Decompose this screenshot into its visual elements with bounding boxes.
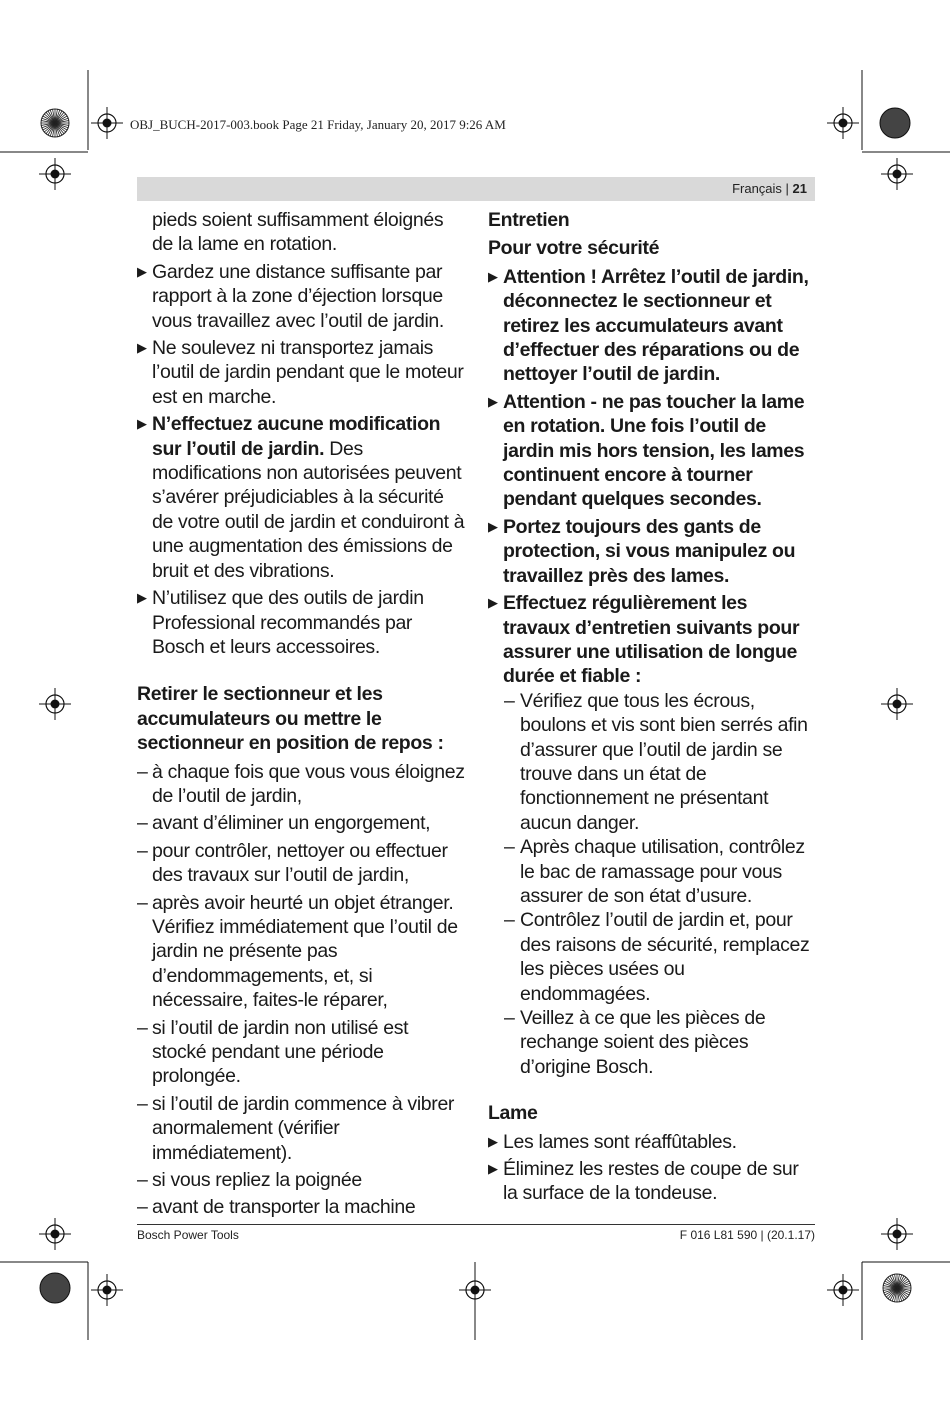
bullet-item <box>488 1157 818 1206</box>
intro-text: pieds soient suffisamment éloignés de la lame en rotation. <box>152 209 444 256</box>
registration-starburst-icon <box>41 109 69 137</box>
dash-text: si l’outil de jardin commence à vibrer anormalement (vérifier immédiatement). <box>152 1092 455 1164</box>
dash-item <box>137 1016 467 1089</box>
bold-bullet-item <box>488 390 818 512</box>
dash-mark: – <box>137 1016 148 1039</box>
bullet-arrow-icon: ▶ <box>488 393 498 409</box>
heading-maintenance: Entretien <box>488 209 570 231</box>
registration-crosshair-icon <box>881 688 913 720</box>
dash-text: à chaque fois que vous vous éloignez de l’outil de jardin, <box>152 760 465 807</box>
bullet-text: Les lames sont réaffûtables. <box>503 1130 737 1153</box>
dash-item <box>137 839 467 888</box>
dash-text: Vérifiez que tous les écrous, boulons et vis sont bien serrés afin d’assurer que l’outil de jardin se trouve dans un état de fonctionnement ne présentant aucun danger. <box>520 689 808 834</box>
registration-crosshair-icon <box>881 1218 913 1250</box>
bullet-arrow-icon: ▶ <box>137 416 147 432</box>
bullet-text: N’utilisez que des outils de jardin Professional recommandés par Bosch et leurs accessoires. <box>152 587 424 658</box>
footer-document-code: F 016 L81 590 | (20.1.17) <box>679 1228 815 1242</box>
registration-crosshair-icon <box>827 107 859 139</box>
bullet-arrow-icon: ▶ <box>137 340 147 356</box>
right-column <box>488 208 818 1209</box>
registration-crosshair-icon <box>91 1274 123 1306</box>
footer-publisher: Bosch Power Tools <box>137 1228 239 1242</box>
dash-mark: – <box>504 909 515 932</box>
dash-text: pour contrôler, nettoyer ou effectuer des travaux sur l’outil de jardin, <box>152 839 448 887</box>
maintenance-dash-item <box>488 689 818 835</box>
section-heading-disconnect: Retirer le sectionneur et les accumulateurs ou mettre le sectionneur en position de repos : <box>137 683 444 755</box>
dash-mark: – <box>137 891 148 914</box>
dash-text: Contrôlez l’outil de jardin et, pour des raisons de sécurité, remplacez les pièces usées ou endommagées. <box>520 909 810 1005</box>
maintenance-dash-item <box>488 908 818 1006</box>
dash-mark: – <box>504 1007 515 1029</box>
dash-text: si l’outil de jardin non utilisé est stocké pendant une période prolongée. <box>152 1016 409 1088</box>
heading-blade: Lame <box>488 1102 538 1125</box>
bullet-text: Ne soulevez ni transportez jamais l’outil de jardin pendant que le moteur est en marche. <box>152 337 464 408</box>
dash-text: Veillez à ce que les pièces de rechange soient des pièces d’origine Bosch. <box>520 1007 766 1078</box>
footer-rule <box>137 1224 815 1225</box>
bullet-arrow-icon: ▶ <box>488 1161 498 1177</box>
bullet-arrow-icon: ▶ <box>488 268 498 284</box>
bullet-bold-text: N’effectuez aucune modification sur l’outil de jardin. <box>152 413 441 460</box>
bold-bullet-item <box>488 591 818 689</box>
bullet-text: Portez toujours des gants de protection, si vous manipulez ou travaillez près des lames. <box>503 515 796 587</box>
dash-item <box>137 760 467 809</box>
dash-text: avant d’éliminer un engorgement, <box>152 812 431 835</box>
header-separator: | <box>781 181 793 196</box>
maintenance-dash-item <box>488 1006 818 1079</box>
bullet-item <box>137 412 467 583</box>
dash-text: après avoir heurté un objet étranger. Vérifiez immédiatement que l’outil de jardin ne présente pas d’endommagements, et, si nécessaire, faites-le réparer, <box>152 891 458 1012</box>
bullet-text: Attention - ne pas toucher la lame en rotation. Une fois l’outil de jardin mis hors tension, les lames continuent encore à tourner pendant quelques secondes. <box>503 390 805 511</box>
registration-disc-icon <box>40 1273 70 1303</box>
dash-item <box>137 1168 467 1192</box>
page-number: 21 <box>792 181 807 196</box>
dash-mark: – <box>137 1092 148 1115</box>
dash-item <box>137 1195 467 1219</box>
bullet-arrow-icon: ▶ <box>137 263 147 279</box>
bullet-item <box>137 336 467 409</box>
header-language: Français <box>732 181 782 196</box>
bold-bullet-item <box>488 265 818 387</box>
dash-text: si vous repliez la poignée <box>152 1169 362 1192</box>
maintenance-dash-item <box>488 835 818 908</box>
bullet-arrow-icon: ▶ <box>488 595 498 611</box>
dash-item <box>137 891 467 1013</box>
bullet-item <box>137 260 467 333</box>
dash-mark: – <box>137 1169 148 1192</box>
bullet-item <box>488 1130 818 1154</box>
dash-mark: – <box>137 839 148 862</box>
bullet-arrow-icon: ▶ <box>137 590 147 606</box>
dash-mark: – <box>137 812 148 835</box>
dash-text: avant de transporter la machine <box>152 1196 416 1219</box>
registration-crosshair-icon <box>91 107 123 139</box>
registration-crosshair-icon <box>39 158 71 190</box>
dash-mark: – <box>137 760 148 783</box>
registration-crosshair-icon <box>39 1218 71 1250</box>
dash-item <box>137 811 467 835</box>
bullet-text: Des modifications non autorisées peuvent s’avérer préjudiciables à la sécurité de votre outil de jardin et conduiront à une augmentation des émissions de bruit et des vibrations. <box>152 437 465 582</box>
left-column <box>137 208 467 1223</box>
registration-starburst-icon <box>883 1274 911 1302</box>
registration-crosshair-icon <box>881 158 913 190</box>
bullet-text: Attention ! Arrêtez l’outil de jardin, déconnectez le sectionneur et retirez les accumulateurs avant d’effectuer des réparations ou de nettoyer l’outil de jardin. <box>503 265 809 386</box>
dash-mark: – <box>504 689 515 712</box>
heading-safety: Pour votre sécurité <box>488 237 660 260</box>
bullet-arrow-icon: ▶ <box>488 1133 498 1149</box>
bullet-arrow-icon: ▶ <box>488 518 498 534</box>
header-language-page <box>732 181 807 196</box>
bullet-text: Effectuez régulièrement les travaux d’entretien suivants pour assurer une utilisation de longue durée et fiable : <box>503 592 800 688</box>
book-meta-line: OBJ_BUCH-2017-003.book Page 21 Friday, January 20, 2017 9:26 AM <box>130 117 506 132</box>
bullet-text: Gardez une distance suffisante par rapport à la zone d’éjection lorsque vous travaillez avec l’outil de jardin. <box>152 260 444 332</box>
registration-crosshair-icon <box>827 1274 859 1306</box>
registration-disc-icon <box>880 108 910 138</box>
dash-mark: – <box>137 1196 148 1219</box>
dash-mark: – <box>504 836 515 859</box>
dash-item <box>137 1092 467 1165</box>
page-header <box>137 177 815 201</box>
registration-crosshair-icon <box>39 688 71 720</box>
dash-text: Après chaque utilisation, contrôlez le bac de ramassage pour vous assurer de son état d’usure. <box>520 836 805 907</box>
bullet-text: Éliminez les restes de coupe de sur la surface de la tondeuse. <box>503 1158 799 1205</box>
bullet-item <box>137 586 467 659</box>
bold-bullet-item <box>488 515 818 588</box>
